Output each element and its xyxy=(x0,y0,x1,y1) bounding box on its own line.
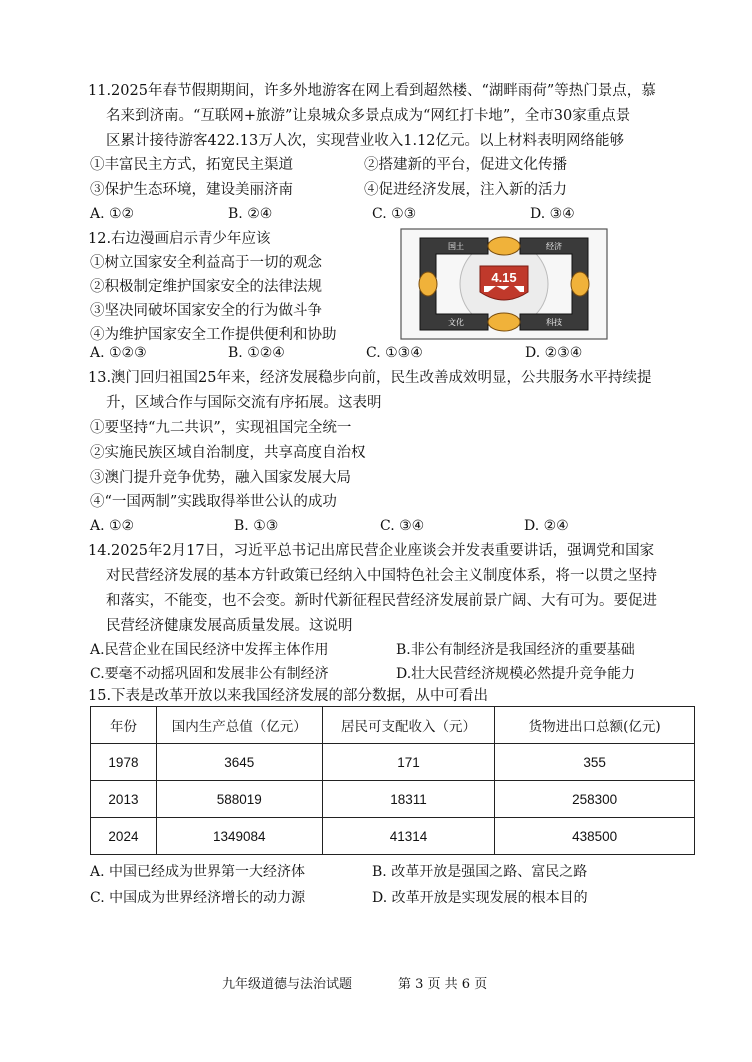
q12-option-c: C. ①③④ xyxy=(366,345,423,361)
table-cell: 2024 xyxy=(91,818,157,855)
table-cell: 1349084 xyxy=(156,818,322,855)
q12-stem: 12.右边漫画启示青少年应该 xyxy=(88,231,271,247)
q15-option-b: B. 改革开放是强国之路、富民之路 xyxy=(372,864,588,880)
q13-stem-line-1: 13.澳门回归祖国25年来，经济发展稳步向前，民生改善成效明显，公共服务水平持续提 xyxy=(88,370,652,386)
q15-option-c: C. 中国成为世界经济增长的动力源 xyxy=(90,890,306,906)
hand-right xyxy=(571,272,589,296)
q14-option-c: C.要毫不动摇巩固和发展非公有制经济 xyxy=(90,666,329,682)
q14-option-d: D.壮大民营经济规模必然提升竞争能力 xyxy=(396,666,636,682)
q11-statement-4: ④促进经济发展，注入新的活力 xyxy=(364,182,567,198)
q12-statement-4: ④为维护国家安全工作提供便利和协助 xyxy=(90,327,337,343)
q11-option-a: A. ①② xyxy=(90,206,135,222)
economic-data-table xyxy=(90,706,695,855)
q11-statement-3: ③保护生态环境，建设美丽济南 xyxy=(90,182,293,198)
q11-statement-1: ①丰富民主方式，拓宽民主渠道 xyxy=(90,157,293,173)
table-header-cell: 国内生产总值（亿元） xyxy=(156,707,322,744)
q14-stem-line-1: 14.2025年2月17日，习近平总书记出席民营企业座谈会并发表重要讲话，强调党和国家 xyxy=(88,543,655,559)
q14-stem-line-3: 和落实，不能变，也不会变。新时代新征程民营经济发展前景广阔、大有可为。要促进 xyxy=(106,593,657,609)
table-cell: 355 xyxy=(495,744,695,781)
table-cell: 1978 xyxy=(91,744,157,781)
footer-page-number: 第 3 页 共 6 页 xyxy=(398,977,488,992)
q12-option-d: D. ②③④ xyxy=(525,345,583,361)
q14-option-b: B.非公有制经济是我国经济的重要基础 xyxy=(396,642,635,658)
table-cell: 18311 xyxy=(322,781,495,818)
q14-stem-line-2: 对民营经济发展的基本方针政策已经纳入中国特色社会主义制度体系，将一以贯之坚持 xyxy=(106,568,657,584)
arm-word-1: 国土 xyxy=(448,242,464,251)
q11-option-d: D. ③④ xyxy=(530,206,575,222)
national-security-cartoon xyxy=(400,228,608,340)
q12-statement-2: ②积极制定维护国家安全的法律法规 xyxy=(90,279,322,295)
q11-option-c: C. ①③ xyxy=(372,206,417,222)
q15-option-a: A. 中国已经成为世界第一大经济体 xyxy=(90,864,306,880)
q11-stem-line-2: 名来到济南。“互联网+旅游”让泉城众多景点成为“网红打卡地”，全市30家重点景 xyxy=(106,108,631,124)
q13-option-b: B. ①③ xyxy=(234,518,279,534)
table-header-cell: 货物进出口总额(亿元) xyxy=(495,707,695,744)
table-header-cell: 居民可支配收入（元） xyxy=(322,707,495,744)
hand-left xyxy=(419,272,437,296)
hand-top xyxy=(488,237,520,255)
table-row xyxy=(91,744,695,781)
q11-stem-line-3: 区累计接待游客422.13万人次，实现营业收入1.12亿元。以上材料表明网络能够 xyxy=(106,133,625,149)
q13-statement-2: ②实施民族区域自治制度，共享高度自治权 xyxy=(90,445,366,461)
table-cell: 258300 xyxy=(495,781,695,818)
arm-word-4: 科技 xyxy=(546,318,562,327)
table-header-cell: 年份 xyxy=(91,707,157,744)
q14-stem-line-4: 民营经济健康发展高质量发展。这说明 xyxy=(106,618,353,634)
q12-option-b: B. ①②④ xyxy=(228,345,285,361)
arm-word-2: 经济 xyxy=(546,242,562,251)
q13-option-a: A. ①② xyxy=(90,518,135,534)
table-header-row xyxy=(91,707,695,744)
q12-option-a: A. ①②③ xyxy=(90,345,147,361)
table-cell: 438500 xyxy=(495,818,695,855)
badge-number: 4.15 xyxy=(491,270,517,285)
q13-statement-1: ①要坚持“九二共识”，实现祖国完全统一 xyxy=(90,420,352,436)
table-cell: 41314 xyxy=(322,818,495,855)
table-row xyxy=(91,781,695,818)
q13-option-c: C. ③④ xyxy=(380,518,425,534)
table-cell: 588019 xyxy=(156,781,322,818)
q14-option-a: A.民营企业在国民经济中发挥主体作用 xyxy=(90,642,329,658)
q11-stem-line-1: 11.2025年春节假期期间，许多外地游客在网上看到超然楼、“湖畔雨荷”等热门景点，慕 xyxy=(88,83,656,99)
arm-word-3: 文化 xyxy=(448,318,464,327)
q12-statement-3: ③坚决同破坏国家安全的行为做斗争 xyxy=(90,303,322,319)
table-cell: 3645 xyxy=(156,744,322,781)
hand-bottom xyxy=(488,313,520,331)
table-cell: 171 xyxy=(322,744,495,781)
footer-subject: 九年级道德与法治试题 xyxy=(222,977,353,992)
table-row xyxy=(91,818,695,855)
q11-option-b: B. ②④ xyxy=(228,206,273,222)
q13-statement-3: ③澳门提升竞争优势，融入国家发展大局 xyxy=(90,470,351,486)
q13-option-d: D. ②④ xyxy=(524,518,569,534)
q12-statement-1: ①树立国家安全利益高于一切的观念 xyxy=(90,255,322,271)
q11-statement-2: ②搭建新的平台，促进文化传播 xyxy=(364,157,567,173)
q15-option-d: D. 改革开放是实现发展的根本目的 xyxy=(372,890,588,906)
q13-stem-line-2: 升，区域合作与国际交流有序拓展。这表明 xyxy=(106,395,382,411)
table-cell: 2013 xyxy=(91,781,157,818)
q13-statement-4: ④“一国两制”实践取得举世公认的成功 xyxy=(90,494,337,510)
q15-stem: 15.下表是改革开放以来我国经济发展的部分数据，从中可看出 xyxy=(88,688,489,704)
